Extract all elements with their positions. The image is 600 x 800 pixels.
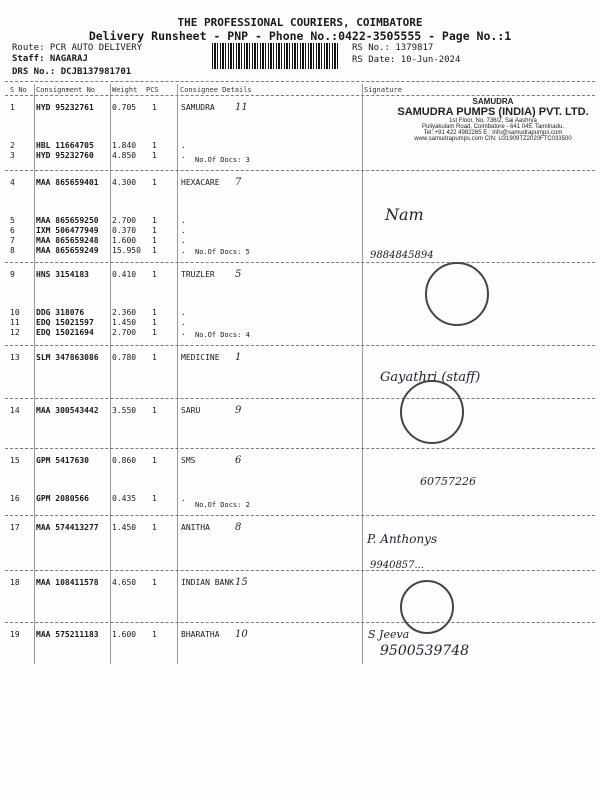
pcs: 1 (152, 328, 157, 337)
serial-no: 16 (10, 494, 20, 503)
consignee: . (181, 141, 186, 150)
weight: 0.705 (112, 103, 137, 112)
weight: 1.600 (112, 236, 137, 245)
handwritten-mark: 7 (235, 177, 242, 188)
handwritten-mark: 9 (235, 405, 242, 416)
col-weight: Weight (112, 86, 138, 94)
consignee: ANITHA (181, 523, 210, 532)
table-row (0, 226, 600, 236)
consignment-group (0, 622, 600, 662)
table-row (0, 216, 600, 226)
round-stamp (400, 380, 464, 444)
pcs: 1 (152, 353, 157, 362)
weight: 1.450 (112, 318, 137, 327)
weight: 0.780 (112, 353, 137, 362)
divider (5, 81, 595, 82)
company-title: THE PROFESSIONAL COURIERS, COIMBATORE (177, 16, 423, 29)
staff: Staff: NAGARAJ (12, 54, 88, 64)
consignment-group (0, 398, 600, 448)
weight: 1.600 (112, 630, 137, 639)
pcs: 1 (152, 318, 157, 327)
consignee: BHARATHA (181, 630, 220, 639)
runsheet-subtitle: Delivery Runsheet - PNP - Phone No.:0422-3505555 - Page No.:1 (88, 29, 512, 43)
pcs: 1 (152, 523, 157, 532)
consignee: SARU (181, 406, 201, 415)
round-stamp (400, 580, 454, 634)
handwritten-phone: 9884845894 (370, 250, 434, 261)
serial-no: 12 (10, 328, 20, 337)
col-consignee: Consignee Details (180, 86, 252, 94)
weight: 4.650 (112, 578, 137, 587)
serial-no: 8 (10, 246, 15, 255)
pcs: 1 (152, 270, 157, 279)
docs-count: No.Of Docs: 3 (195, 156, 250, 164)
stamp-address: 1st Floor, No. 736/2, Sai Aashrya (449, 118, 537, 124)
weight: 4.850 (112, 151, 137, 160)
consignee: TRUZLER (181, 270, 215, 279)
stamp-name: SAMUDRA PUMPS (INDIA) PVT. LTD. (397, 106, 589, 118)
serial-no: 14 (10, 406, 20, 415)
weight: 2.360 (112, 308, 137, 317)
table-row (0, 236, 600, 246)
pcs: 1 (152, 406, 157, 415)
serial-no: 13 (10, 353, 20, 362)
consignee: SMS (181, 456, 196, 465)
pcs: 1 (152, 578, 157, 587)
pcs: 1 (152, 456, 157, 465)
consignment-no: MAA 865659248 (36, 236, 99, 245)
handwritten-phone: 9500539748 (380, 643, 470, 659)
handwritten-mark: 1 (235, 352, 242, 363)
table-row (0, 353, 600, 363)
consignment-no: GPM 5417630 (36, 456, 89, 465)
consignee: . (181, 151, 186, 160)
weight: 2.700 (112, 328, 137, 337)
consignee: . (181, 246, 186, 255)
table-row (0, 523, 600, 533)
stamp-brand: SAMUDRA (472, 97, 514, 106)
table-row (0, 494, 600, 504)
weight: 4.300 (112, 178, 137, 187)
signature: Gayathri (staff) (380, 370, 481, 385)
table-row (0, 406, 600, 416)
table-row (0, 318, 600, 328)
pcs: 1 (152, 494, 157, 503)
table-row (0, 141, 600, 151)
consignment-no: EDQ 15021694 (36, 328, 94, 337)
consignment-no: MAA 108411578 (36, 578, 99, 587)
table-row (0, 178, 600, 188)
serial-no: 2 (10, 141, 15, 150)
consignment-no: MAA 865659401 (36, 178, 99, 187)
consignee: INDIAN BANK (181, 578, 234, 587)
serial-no: 1 (10, 103, 15, 112)
table-row (0, 456, 600, 466)
consignment-no: HYD 95232760 (36, 151, 94, 160)
serial-no: 11 (10, 318, 20, 327)
docs-count: No.Of Docs: 2 (195, 501, 250, 509)
weight: 2.700 (112, 216, 137, 225)
consignee: . (181, 226, 186, 235)
table-row (0, 151, 600, 161)
consignment-group (0, 448, 600, 515)
consignment-group (0, 170, 600, 262)
consignment-no: MAA 865659250 (36, 216, 99, 225)
consignment-group (0, 345, 600, 398)
signature: S Jeeva (368, 628, 410, 641)
handwritten-mark: 10 (235, 629, 248, 640)
consignment-no: GPM 2080566 (36, 494, 89, 503)
drs-number: DRS No.: DCJB137981701 (12, 67, 132, 77)
serial-no: 10 (10, 308, 20, 317)
handwritten-mark: 6 (235, 455, 242, 466)
signature: P. Anthonys (367, 532, 438, 546)
consignee: . (181, 236, 186, 245)
stamp-phone: Tel: +91 422 4982265 E : info@samudrapumps.com (423, 130, 563, 136)
col-pcs: PCS (146, 86, 159, 94)
col-sno: S No (10, 86, 27, 94)
serial-no: 15 (10, 456, 20, 465)
consignment-no: EDQ 15021597 (36, 318, 94, 327)
consignment-no: HYD 95232761 (36, 103, 94, 112)
serial-no: 3 (10, 151, 15, 160)
company-stamp (388, 97, 598, 142)
pcs: 1 (152, 103, 157, 112)
serial-no: 19 (10, 630, 20, 639)
docs-count: No.Of Docs: 4 (195, 331, 250, 339)
barcode (212, 43, 340, 69)
serial-no: 9 (10, 270, 15, 279)
handwritten-mark: 15 (235, 577, 248, 588)
docs-count: No.Of Docs: 5 (195, 248, 250, 256)
consignment-no: MAA 574413277 (36, 523, 99, 532)
weight: 15.950 (112, 246, 141, 255)
consignment-no: MAA 300543442 (36, 406, 99, 415)
weight: 1.840 (112, 141, 137, 150)
pcs: 1 (152, 151, 157, 160)
weight: 0.860 (112, 456, 137, 465)
weight: 3.550 (112, 406, 137, 415)
consignment-group (0, 570, 600, 622)
consignee: . (181, 318, 186, 327)
consignment-no: HBL 11664705 (36, 141, 94, 150)
table-row (0, 246, 600, 256)
weight: 0.435 (112, 494, 137, 503)
handwritten-mark: 5 (235, 269, 242, 280)
consignee: . (181, 494, 186, 503)
pcs: 1 (152, 226, 157, 235)
pcs: 1 (152, 216, 157, 225)
serial-no: 17 (10, 523, 20, 532)
rs-date: RS Date: 10-Jun-2024 (352, 55, 461, 65)
table-row (0, 308, 600, 318)
pcs: 1 (152, 141, 157, 150)
table-row (0, 270, 600, 280)
consignee: HEXACARE (181, 178, 220, 187)
col-consignment: Consignment No (36, 86, 96, 94)
weight: 0.410 (112, 270, 137, 279)
stamp-address: Puliyakulam Road, Coimbatore - 641 045. Tamilnadu. (422, 124, 564, 130)
signature: Nam (385, 205, 424, 224)
serial-no: 5 (10, 216, 15, 225)
consignee: SAMUDRA (181, 103, 215, 112)
table-row (0, 630, 600, 640)
pcs: 1 (152, 308, 157, 317)
handwritten-phone: 9940857... (370, 560, 425, 571)
consignment-group (0, 515, 600, 570)
weight: 1.450 (112, 523, 137, 532)
col-signature: Signature (364, 86, 402, 94)
consignee: . (181, 216, 186, 225)
serial-no: 6 (10, 226, 15, 235)
handwritten-mark: 11 (235, 102, 248, 113)
consignee: MEDICINE (181, 353, 220, 362)
pcs: 1 (152, 246, 157, 255)
consignment-no: DDG 318076 (36, 308, 85, 317)
consignee: . (181, 308, 186, 317)
weight: 0.370 (112, 226, 137, 235)
serial-no: 7 (10, 236, 15, 245)
round-stamp (425, 262, 489, 326)
consignment-group (0, 262, 600, 345)
route: Route: PCR AUTO DELIVERY (12, 43, 143, 53)
pcs: 1 (152, 178, 157, 187)
consignment-no: SLM 347863086 (36, 353, 99, 362)
serial-no: 18 (10, 578, 20, 587)
consignment-no: MAA 575211183 (36, 630, 99, 639)
handwritten-phone: 60757226 (420, 475, 476, 488)
handwritten-mark: 8 (235, 522, 242, 533)
stamp-web: www.samudrapumps.com CIN: U31909TZ2020FTC033500 (414, 136, 572, 142)
pcs: 1 (152, 236, 157, 245)
consignment-no: HNS 3154183 (36, 270, 89, 279)
rs-number: RS No.: 1379817 (352, 43, 434, 53)
table-row (0, 328, 600, 338)
pcs: 1 (152, 630, 157, 639)
consignment-no: IXM 506477949 (36, 226, 99, 235)
serial-no: 4 (10, 178, 15, 187)
consignee: . (181, 328, 186, 337)
consignment-no: MAA 865659249 (36, 246, 99, 255)
table-row (0, 578, 600, 588)
